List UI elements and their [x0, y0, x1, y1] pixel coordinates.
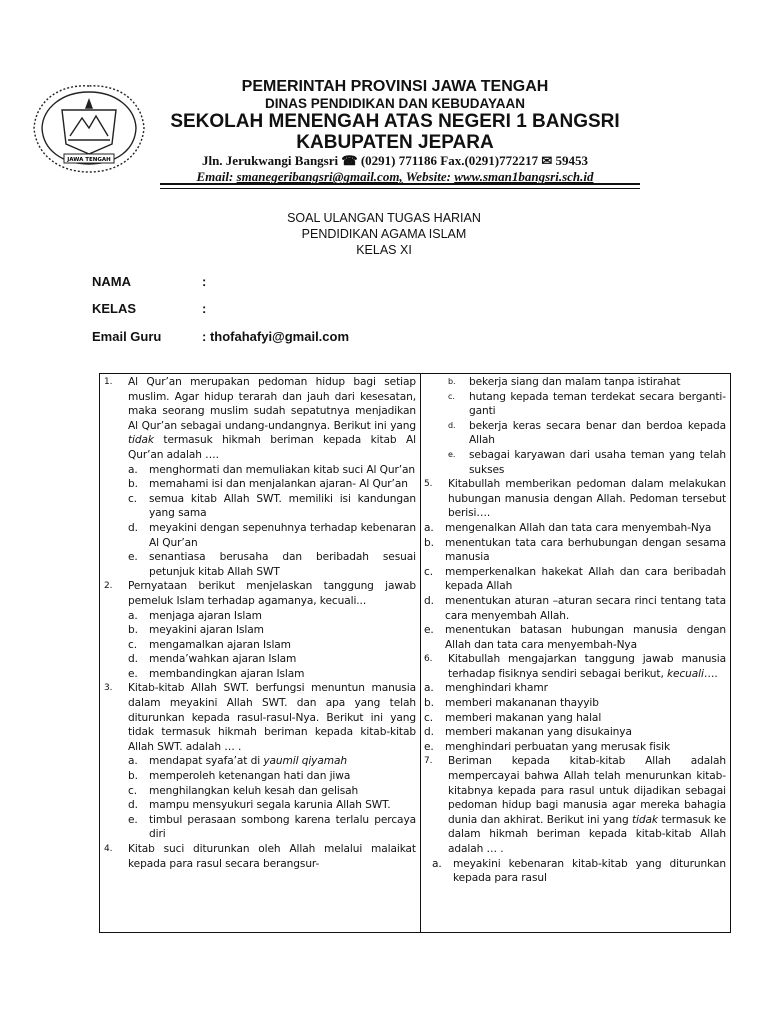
- phone-icon: ☎: [341, 153, 358, 168]
- name-label: NAMA: [92, 274, 131, 289]
- jawa-tengah-logo: [28, 80, 150, 176]
- header-line4: KABUPATEN JEPARA: [296, 132, 494, 153]
- option-e[interactable]: e. menghindari perbuatan yang merusak fisik: [424, 740, 671, 753]
- question-number: 6.: [424, 654, 433, 665]
- option-e[interactable]: e. sebagai karyawan dari usaha teman yang telah sukses: [448, 448, 726, 476]
- option-b[interactable]: b. memahami isi dan menjalankan ajaran- Al Qur’an: [128, 478, 408, 491]
- question-1: [104, 375, 416, 463]
- question-7-options: [424, 857, 726, 886]
- question-5: [424, 477, 726, 521]
- email-label: Email:: [196, 169, 234, 184]
- option-d[interactable]: d. mampu mensyukuri segala karunia Allah SWT.: [128, 799, 391, 812]
- option-e[interactable]: e. menentukan batasan hubungan manusia dengan Allah dan tata cara menyembah-Nya: [424, 624, 726, 651]
- option-a[interactable]: a. meyakini kebenaran kitab-kitab yang diturunkan kepada para rasul: [432, 857, 726, 885]
- website-label: Website:: [405, 169, 451, 184]
- title-line2: PENDIDIKAN AGAMA ISLAM: [301, 227, 467, 241]
- question-5-options: [424, 521, 726, 652]
- option-c[interactable]: c. memberi makanan yang halal: [424, 711, 602, 724]
- envelope-icon: ✉: [541, 153, 553, 168]
- question-text: Pernyataan berikut menjelaskan tanggung jawab pemeluk Islam terhadap agamanya, kecuali...: [128, 580, 416, 607]
- website-link[interactable]: www.sman1bangsri.sch.id: [454, 169, 594, 184]
- option-c[interactable]: c. hutang kepada teman terdekat secara berganti-ganti: [448, 390, 726, 418]
- option-e[interactable]: e. timbul perasaan sombong karena terlalu percaya diri: [128, 813, 416, 841]
- question-3-options: [104, 754, 416, 842]
- option-b[interactable]: b. menentukan tata cara berhubungan dengan sesama manusia: [424, 536, 726, 564]
- header-line1: PEMERINTAH PROVINSI JAWA TENGAH: [241, 78, 549, 95]
- question-text: Kitab suci diturunkan oleh Allah melalui malaikat kepada para rasul secara berangsur-: [128, 843, 416, 870]
- identity-email: [92, 329, 349, 344]
- option-a[interactable]: a. mendapat syafa’at di yaumil qiyamah: [128, 755, 347, 768]
- title-line1: SOAL ULANGAN TUGAS HARIAN: [287, 211, 481, 225]
- header-rule-thin: [160, 188, 640, 189]
- option-c[interactable]: c. semua kitab Allah SWT. memiliki isi kandungan yang sama: [128, 492, 416, 520]
- question-4-options: [424, 375, 726, 477]
- logo-ribbon-text: JAWA TENGAH: [67, 157, 111, 163]
- question-number: 2.: [104, 581, 113, 592]
- option-d[interactable]: d. memberi makanan yang disukainya: [424, 726, 632, 739]
- option-c[interactable]: c. mengamalkan ajaran Islam: [128, 638, 291, 651]
- question-number: 3.: [104, 683, 113, 694]
- question-table: [99, 373, 731, 933]
- letterhead: [150, 78, 640, 185]
- email-guru-value: : thofahafyi@gmail.com: [202, 329, 350, 344]
- class-label: KELAS: [92, 301, 137, 316]
- question-text: Kitabullah memberikan pedoman dalam melakukan hubungan manusia dengan Allah. Pedoman tersebut berisi….: [448, 478, 726, 520]
- question-text: Kitab-kitab Allah SWT. berfungsi menuntun manusia dalam meyakini Allah SWT. dan apa yang telah diturunkan kepada rasul-rasul-Nya. Berikut ini yang tidak termasuk hikmah beriman kepada kitab-kitab Allah SWT. adalah … .: [128, 682, 416, 753]
- header-address: [150, 153, 640, 169]
- option-b[interactable]: b. bekerja siang dan malam tanpa istirahat: [448, 376, 681, 388]
- name-value: :: [202, 274, 207, 289]
- option-a[interactable]: a. menghindari khamr: [424, 682, 548, 695]
- address-text: Jln. Jerukwangi Bangsri: [201, 153, 339, 168]
- option-b[interactable]: b. memperoleh ketenangan hati dan jiwa: [128, 770, 351, 783]
- postal-code: 59453: [555, 153, 589, 168]
- question-3: [104, 681, 416, 754]
- option-e[interactable]: e. senantiasa berusaha dan beribadah sesuai petunjuk kitab Allah SWT: [128, 551, 416, 578]
- question-2-options: [104, 609, 416, 682]
- email-guru-label: Email Guru: [92, 329, 162, 344]
- question-2: [104, 579, 416, 608]
- question-number: 4.: [104, 844, 113, 854]
- question-6-options: [424, 681, 726, 754]
- column-divider: [420, 374, 421, 932]
- question-text: Al Qur’an merupakan pedoman hidup bagi setiap muslim. Agar hidup terarah dan jauh dari kesesatan, maka seorang muslim sudah sepatutnya menjadikan Al Qur’an sebagai undang-undangnya. Berikut ini yang tidak termasuk hikmah beriman kepada kitab Al Qur’an adalah ….: [128, 376, 416, 461]
- option-d[interactable]: d. meyakini dengan sepenuhnya terhadap kebenaran Al Qur’an: [128, 521, 416, 549]
- option-a[interactable]: a. menghormati dan memuliakan kitab suci Al Qur’an: [128, 463, 416, 476]
- phone-text: (0291) 771186 Fax.(0291)772217: [360, 153, 539, 168]
- option-b[interactable]: b. memberi makananan thayyib: [424, 697, 599, 710]
- option-a[interactable]: a. menjaga ajaran Islam: [128, 609, 262, 622]
- option-a[interactable]: a. mengenalkan Allah dan tata cara menyembah-Nya: [424, 521, 712, 534]
- identity-class: [92, 301, 206, 316]
- question-6: [424, 652, 726, 681]
- question-text: Beriman kepada kitab-kitab Allah adalah mempercayai bahwa Allah telah menurunkan kitab-kitabnya kepada para rasul untuk dijadikan sebagai pedoman hidup bagi manusia agar mereka bahagia dunia dan akhirat. Berikut ini yang tidak termasuk ke dalam hikmah beriman kepada kitab-kitab Allah adalah … .: [448, 755, 726, 855]
- document-title: [100, 210, 668, 258]
- question-text: Kitabullah mengajarkan tanggung jawab manusia terhadap fisiknya sendiri sebagai berikut, kecuali….: [448, 653, 726, 680]
- identity-name: [92, 274, 206, 289]
- option-c[interactable]: c. memperkenalkan hakekat Allah dan cara beribadah kepada Allah: [424, 565, 726, 593]
- question-1-options: [104, 463, 416, 580]
- option-c[interactable]: c. menghilangkan keluh kesah dan gelisah: [128, 784, 359, 797]
- question-number: 5.: [424, 479, 433, 490]
- option-d[interactable]: d. bekerja keras secara benar dan berdoa kepada Allah: [448, 419, 726, 447]
- email-link[interactable]: smanegeribangsri@gmail.com,: [236, 169, 403, 184]
- title-line3: KELAS XI: [356, 243, 412, 257]
- question-4: [104, 842, 416, 871]
- option-b[interactable]: b. meyakini ajaran Islam: [128, 624, 264, 637]
- right-column: [424, 375, 726, 886]
- question-7: [424, 754, 726, 856]
- option-d[interactable]: d. menentukan aturan –aturan secara rinci tentang tata cara menyembah Allah.: [424, 594, 726, 622]
- option-d[interactable]: d. menda’wahkan ajaran Islam: [128, 653, 297, 666]
- class-value: :: [202, 301, 207, 316]
- left-column: [104, 375, 416, 871]
- question-number: 7.: [424, 756, 433, 767]
- header-rule-thick: [160, 183, 640, 185]
- option-e[interactable]: e. membandingkan ajaran Islam: [128, 667, 305, 680]
- header-line3: SEKOLAH MENENGAH ATAS NEGERI 1 BANGSRI: [170, 111, 620, 132]
- header-line2: DINAS PENDIDIKAN DAN KEBUDAYAAN: [264, 96, 526, 111]
- question-number: 1.: [104, 377, 113, 387]
